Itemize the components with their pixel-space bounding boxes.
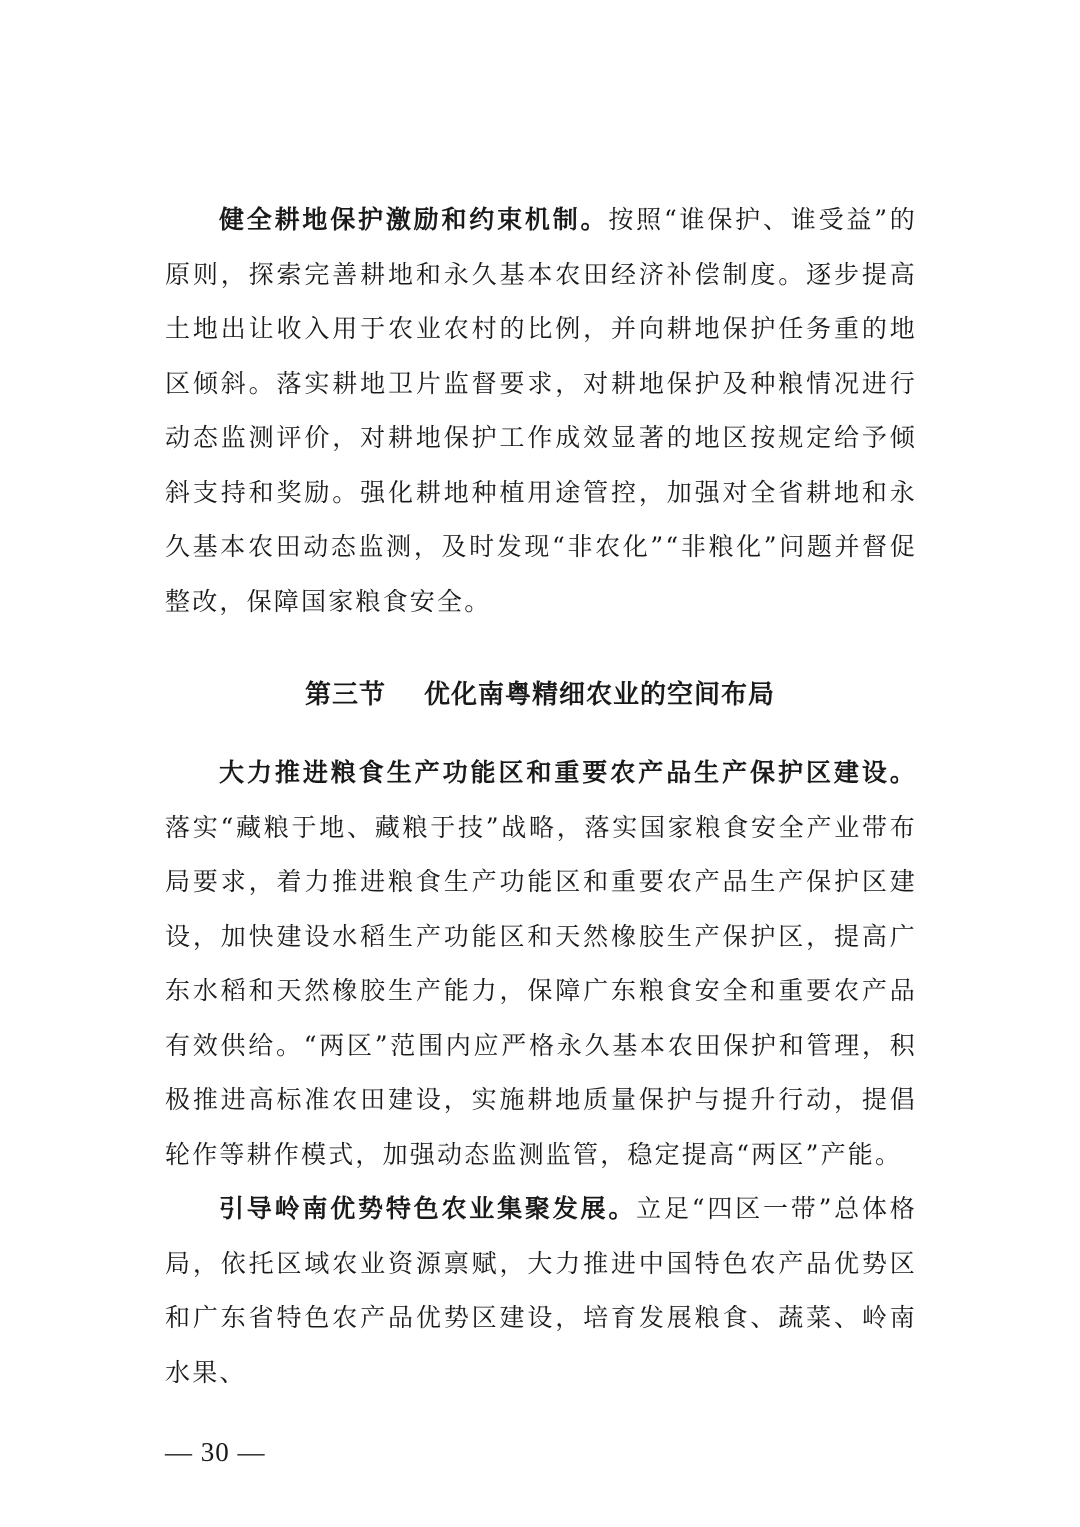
- paragraph-lead: 健全耕地保护激励和约束机制。: [219, 205, 609, 234]
- paragraph-text: 按照“谁保护、谁受益”的原则，探索完善耕地和永久基本农田经济补偿制度。逐步提高土地出让收入用于农业农村的比例，并向耕地保护任务重的地区倾斜。落实耕地卫片监督要求，对耕地保护及种粮情况进行动态监测评价，对耕地保护工作成效显著的地区按规定给予倾斜支持和奖励。强化耕地种植用途管控，加强对全省耕地和永久基本农田动态监测，及时发现“非农化”“非粮化”问题并督促整改，保障国家粮食安全。: [165, 205, 917, 616]
- paragraph-lead: 大力推进粮食生产功能区和重要农产品生产保护区建设。: [219, 758, 917, 787]
- section-title: 优化南粤精细农业的空间布局: [424, 680, 776, 710]
- paragraph-text: 立足“四区一带”总体格局，依托区域农业资源禀赋，大力推进中国特色农产品优势区和广东省特色农产品优势区建设，培育发展粮食、蔬菜、岭南水果、: [165, 1194, 917, 1387]
- section-heading: [0, 670, 1080, 720]
- paragraph-lingnan-agriculture: [165, 1182, 917, 1400]
- section-number: 第三节: [304, 680, 386, 710]
- paragraph-grain-zones: [165, 746, 917, 1182]
- paragraph-farmland-protection: [165, 193, 917, 629]
- section-body-3: [165, 746, 917, 1400]
- page-number: — 30 —: [165, 1437, 266, 1467]
- paragraph-lead: 引导岭南优势特色农业集聚发展。: [219, 1194, 637, 1223]
- paragraph-text: 落实“藏粮于地、藏粮于技”战略，落实国家粮食安全产业带布局要求，着力推进粮食生产功能区和重要农产品生产保护区建设，加快建设水稻生产功能区和天然橡胶生产保护区，提高广东水稻和天然橡胶生产能力，保障广东粮食安全和重要农产品有效供给。“两区”范围内应严格永久基本农田保护和管理，积极推进高标准农田建设，实施耕地质量保护与提升行动，提倡轮作等耕作模式，加强动态监测监管，稳定提高“两区”产能。: [165, 812, 917, 1169]
- section-body-1: [165, 193, 917, 629]
